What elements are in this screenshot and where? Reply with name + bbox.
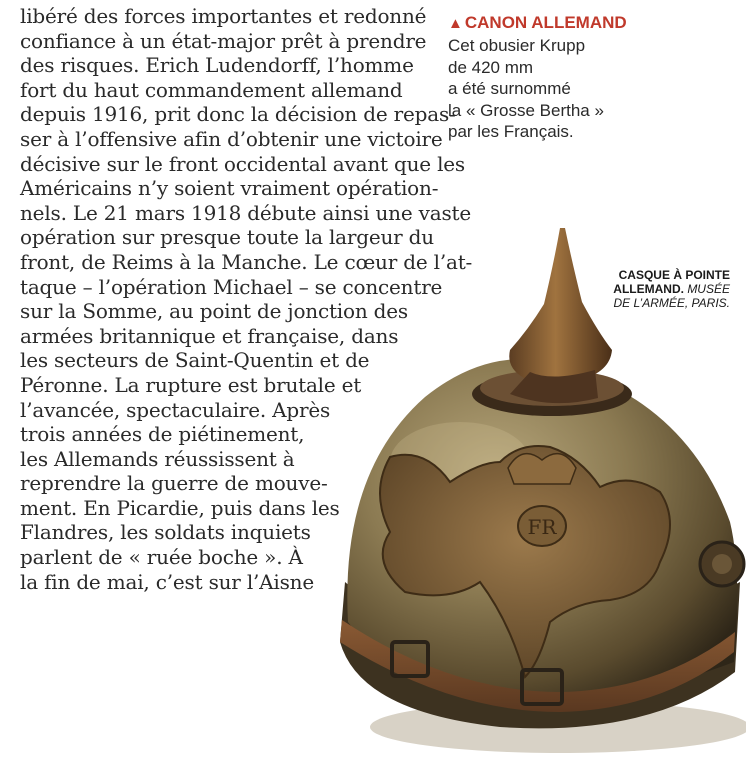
article-line: depuis 1916, prit donc la décision de repas-: [20, 102, 456, 127]
caption-line: de 420 mm: [448, 57, 534, 77]
caption-helmet-title-1: CASQUE À POINTE: [618, 268, 730, 282]
article-line: les Allemands réussissent à: [20, 446, 295, 471]
triangle-up-icon: ▲: [448, 15, 463, 32]
article-line: taque – l’opération Michael – se concentre: [20, 274, 443, 299]
caption-line: Cet obusier Krupp: [448, 36, 586, 55]
eagle-monogram: FR: [527, 515, 557, 539]
caption-line: a été surnommé: [448, 79, 571, 98]
article-line: front, de Reims à la Manche. Le cœur de l’at-: [20, 249, 473, 274]
article-line: les secteurs de Saint-Quentin et de: [20, 348, 370, 373]
article-line: armées britannique et française, dans: [20, 323, 399, 348]
article-line: trois années de piétinement,: [20, 422, 305, 447]
article-line: Américains n’y soient vraiment opération-: [20, 176, 439, 201]
article-line: nels. Le 21 mars 1918 débute ainsi une vaste: [20, 200, 471, 225]
article-line: l’avancée, spectaculaire. Après: [20, 397, 331, 422]
article-line: confiance à un état-major prêt à prendre: [20, 28, 427, 53]
caption-line: par les Français.: [448, 122, 574, 141]
article-line: la fin de mai, c’est sur l’Aisne: [20, 569, 315, 594]
article-line: décisive sur le front occidental avant que les: [20, 151, 465, 176]
caption-helmet-title-2: ALLEMAND.: [613, 282, 684, 296]
article-line: ser à l’offensive afin d’obtenir une victoire: [20, 126, 443, 151]
article-line: parlent de « ruée boche ». À: [20, 545, 303, 570]
caption-canon-text: [448, 35, 738, 143]
article-line: des risques. Erich Ludendorff, l’homme: [20, 53, 414, 78]
article-body: [20, 4, 473, 594]
article-line: reprendre la guerre de mouve-: [20, 471, 328, 496]
caption-helmet-source-1: MUSÉE: [687, 282, 730, 296]
caption-helmet: [560, 268, 730, 310]
caption-helmet-source-2: DE L’ARMÉE, PARIS.: [613, 296, 730, 310]
caption-line: la « Grosse Bertha »: [448, 100, 604, 120]
article-line: sur la Somme, au point de jonction des: [20, 299, 408, 324]
article-line: opération sur presque toute la largeur du: [20, 225, 434, 250]
article-line: Flandres, les soldats inquiets: [20, 520, 311, 545]
article-line: Péronne. La rupture est brutale et: [20, 372, 362, 397]
caption-canon: [448, 12, 738, 143]
article-line: ment. En Picardie, puis dans les: [20, 495, 340, 520]
caption-canon-title: ▲ CANON ALLEMAND: [448, 13, 627, 32]
article-line: fort du haut commandement allemand: [20, 77, 403, 102]
article-line: libéré des forces importantes et redonné: [20, 4, 427, 28]
